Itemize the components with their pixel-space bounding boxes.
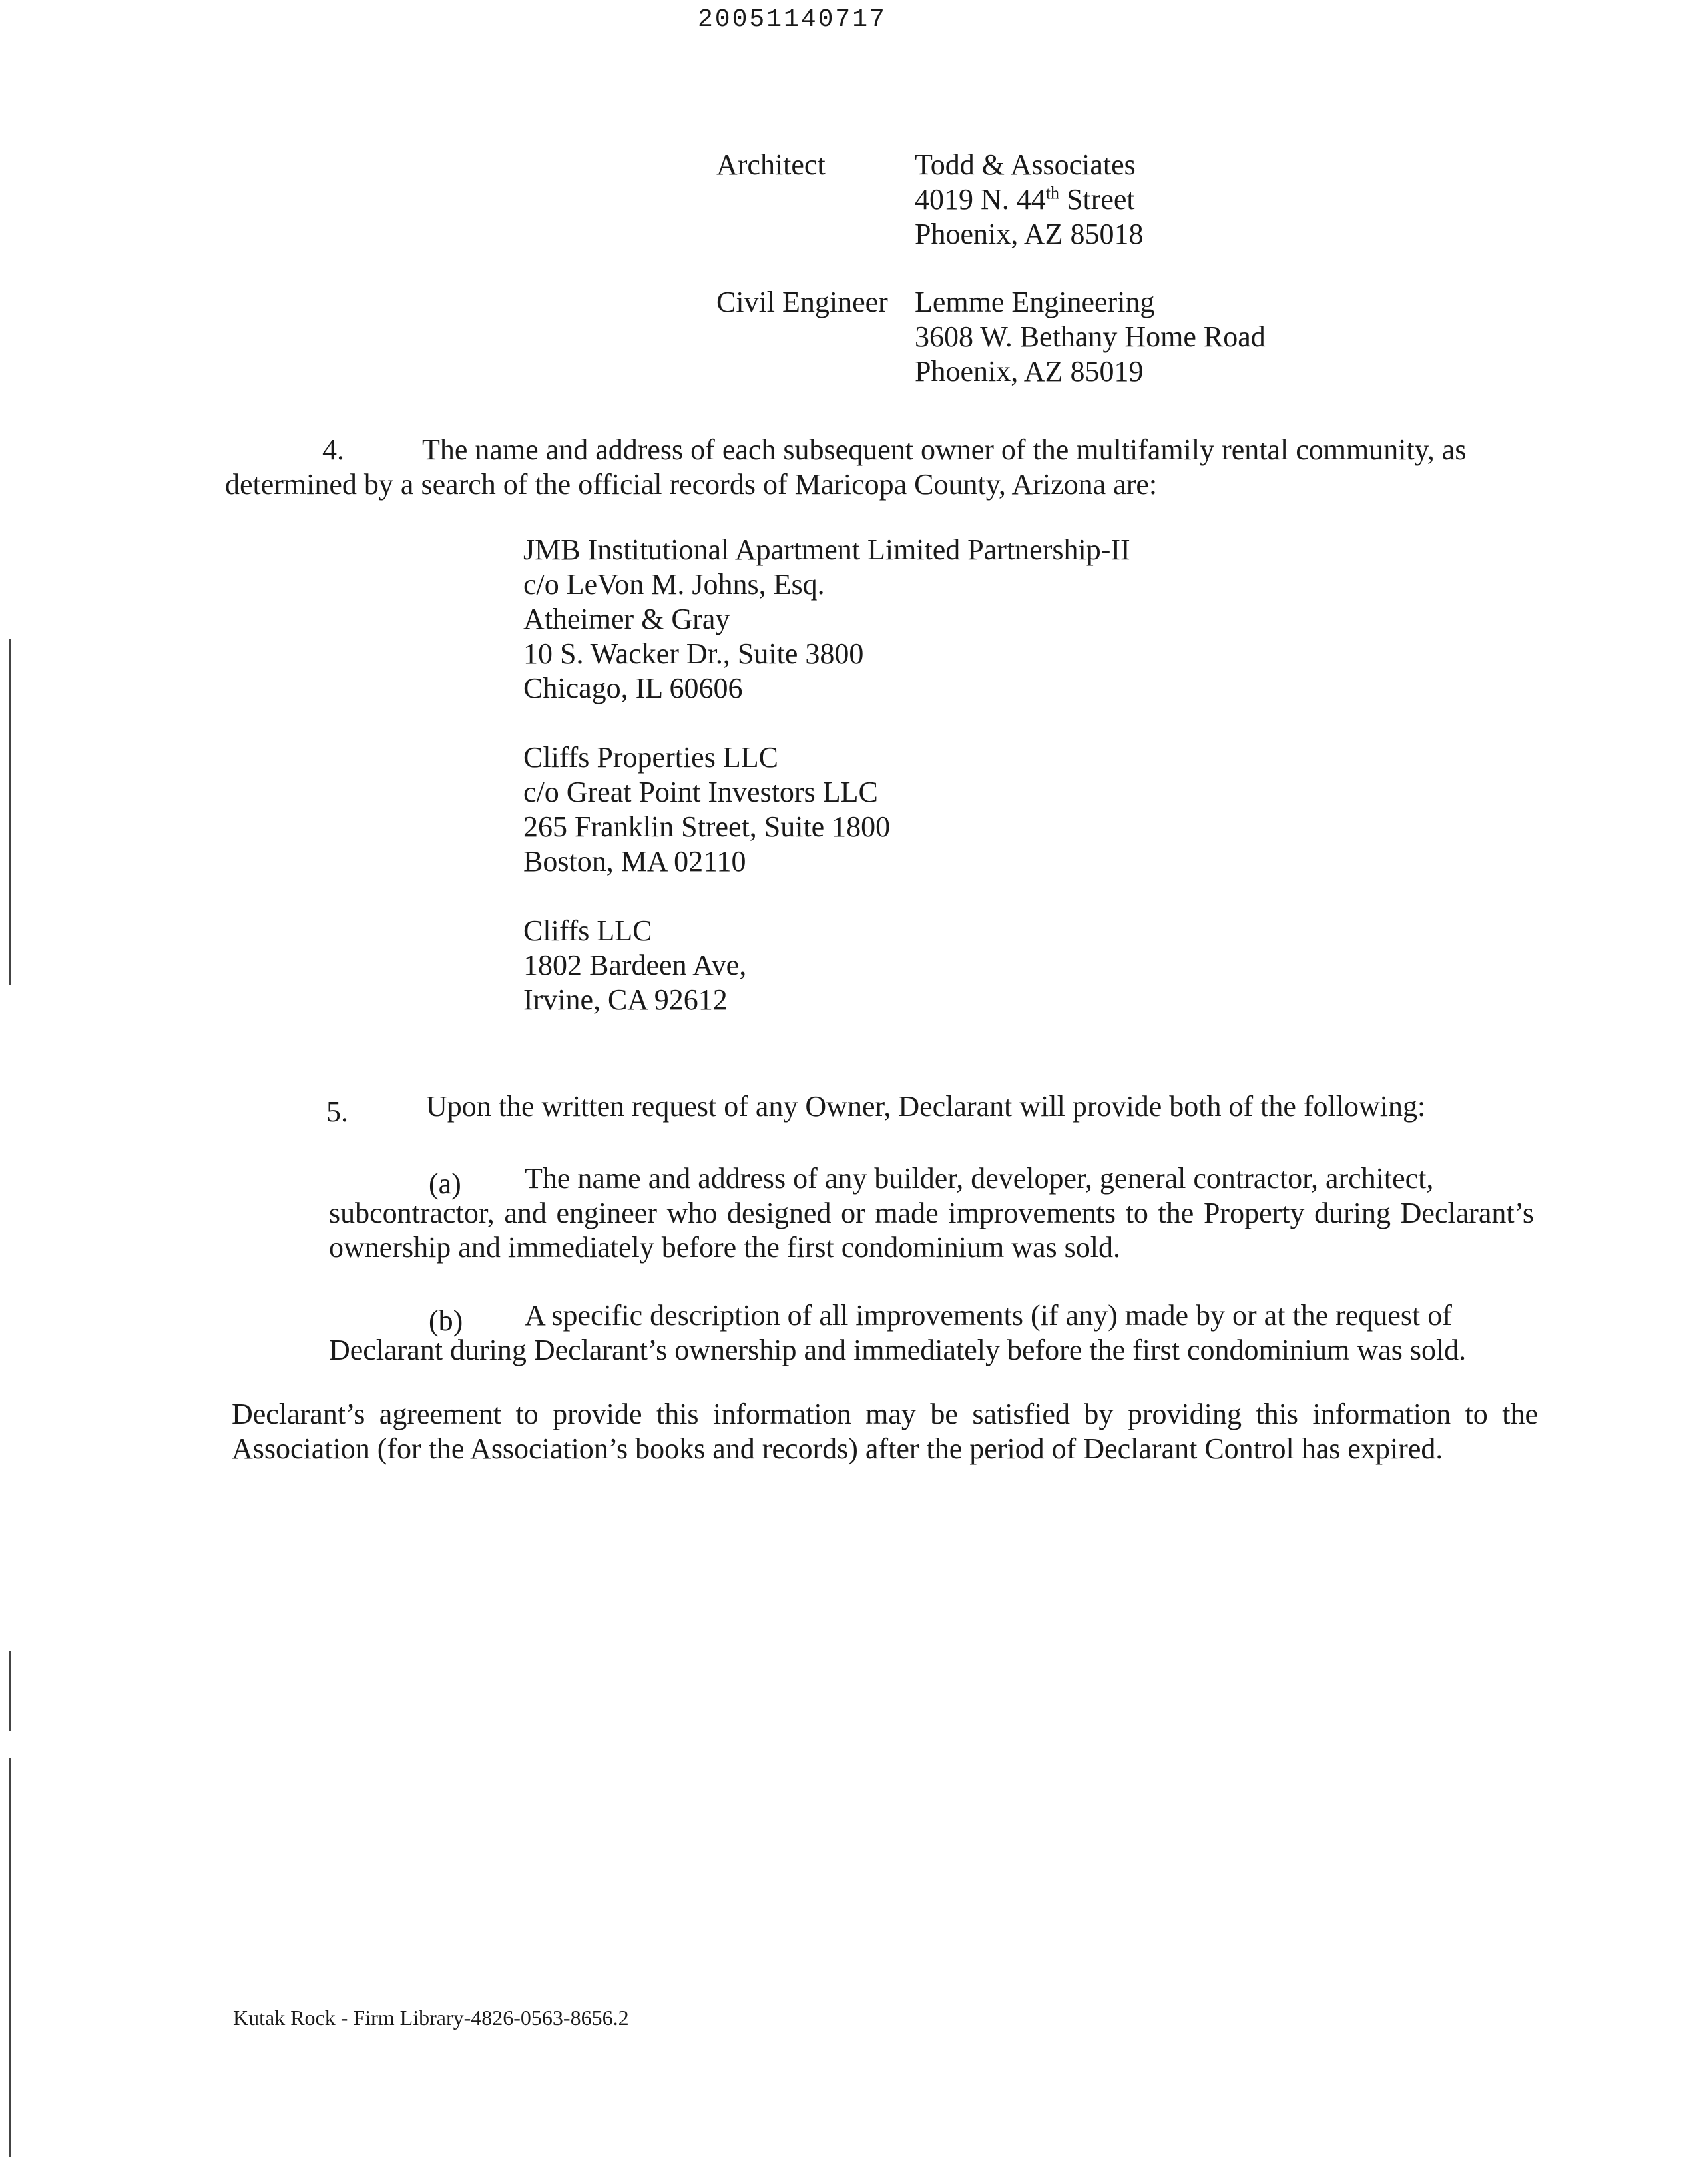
item-5-text: Upon the written request of any Owner, Declarant will provide both of the following: bbox=[426, 1090, 1426, 1123]
sub-a-first-line: The name and address of any builder, developer, general contractor, architect, bbox=[525, 1162, 1434, 1195]
sub-a-rest: subcontractor, and engineer who designed or made improvements to the Property during Declarant’s ownership and immediately before the first condominium was sold. bbox=[329, 1197, 1534, 1264]
owner-address-2 bbox=[523, 740, 890, 879]
owner-line: Cliffs Properties LLC bbox=[523, 741, 778, 774]
contact-role: Civil Engineer bbox=[716, 286, 888, 318]
owner-address-3 bbox=[523, 914, 746, 1017]
sub-a-text bbox=[329, 1161, 1534, 1265]
contact-city: Phoenix, AZ 85018 bbox=[915, 218, 1144, 250]
footer-reference: Kutak Rock - Firm Library-4826-0563-8656.2 bbox=[233, 2006, 629, 2030]
sub-b-text bbox=[329, 1298, 1534, 1368]
item-4-text bbox=[225, 433, 1525, 502]
owner-line: c/o LeVon M. Johns, Esq. bbox=[523, 568, 825, 601]
owner-line: 1802 Bardeen Ave, bbox=[523, 949, 747, 981]
owner-line: 265 Franklin Street, Suite 1800 bbox=[523, 810, 891, 843]
contact-address bbox=[915, 148, 1143, 252]
scan-edge-line bbox=[9, 639, 11, 985]
sub-a-label: (a) bbox=[429, 1167, 461, 1200]
item-4-number: 4. bbox=[322, 433, 344, 466]
contact-role: Architect bbox=[716, 148, 826, 181]
closing-paragraph: Declarant’s agreement to provide this information may be satisfied by providing this information to the Association (for the Association’s books and records) after the period of Declarant Control has expired. bbox=[232, 1398, 1538, 1465]
contact-name: Todd & Associates bbox=[915, 148, 1136, 181]
owner-line: Irvine, CA 92612 bbox=[523, 983, 728, 1016]
scan-edge-line bbox=[9, 1651, 11, 1731]
owner-line: Atheimer & Gray bbox=[523, 603, 730, 635]
item-4-first-line: The name and address of each subsequent owner of the multifamily rental community, as bbox=[422, 433, 1467, 466]
item-4-rest: determined by a search of the official records of Maricopa County, Arizona are: bbox=[225, 468, 1158, 501]
owner-address-1 bbox=[523, 533, 1130, 706]
owner-line: Boston, MA 02110 bbox=[523, 845, 746, 878]
owner-line: 10 S. Wacker Dr., Suite 3800 bbox=[523, 637, 864, 670]
contact-city: Phoenix, AZ 85019 bbox=[915, 355, 1144, 388]
item-5-number: 5. bbox=[326, 1095, 348, 1128]
owner-line: c/o Great Point Investors LLC bbox=[523, 776, 878, 808]
sub-b-label: (b) bbox=[429, 1304, 463, 1337]
document-id: 20051140717 bbox=[698, 5, 887, 34]
owner-line: Chicago, IL 60606 bbox=[523, 672, 743, 704]
contact-address bbox=[915, 285, 1266, 389]
contact-street: 3608 W. Bethany Home Road bbox=[915, 320, 1266, 353]
sub-b-rest: Declarant during Declarant’s ownership and immediately before the first condominium was sold. bbox=[329, 1334, 1467, 1366]
scan-edge-line bbox=[9, 1758, 11, 2157]
contact-name: Lemme Engineering bbox=[915, 286, 1155, 318]
contact-street: 4019 N. 44th Street bbox=[915, 183, 1135, 216]
owner-line: JMB Institutional Apartment Limited Partnership-II bbox=[523, 533, 1130, 566]
sub-b-first-line: A specific description of all improvements (if any) made by or at the request of bbox=[525, 1299, 1452, 1332]
owner-line: Cliffs LLC bbox=[523, 914, 652, 947]
